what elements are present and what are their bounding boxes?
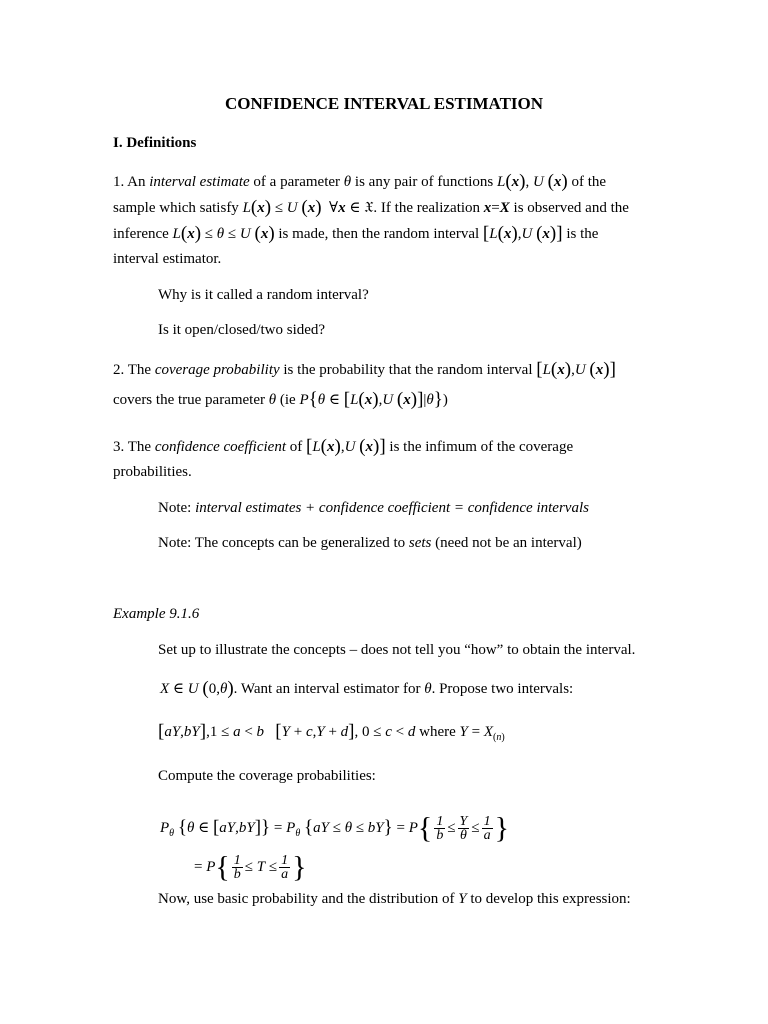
def1-text: is observed and the [509,200,629,216]
section-heading: I. Definitions [113,135,197,151]
example-text: Now, use basic probability and the distribution of [158,891,459,907]
note-sets [158,533,582,553]
example-text: where [415,724,460,740]
coverage-equation-1: $P_\theta$ {θ ∈ $[aY,bY]\} = P_\theta$ {aY ≤ θ ≤ bY} = P{ $\frac{1}{b}$ ≤ $\frac{Y}{\theta}$ ≤ $\frac{1}{a}$ } [160,811,509,845]
def1-text: of the [567,174,607,190]
def1-text: is any pair of functions [351,174,497,190]
note-label: Note: [158,500,196,516]
def1-text: of a parameter [249,174,344,190]
note-text: interval estimates + confidence coefficient = confidence intervals [195,500,589,516]
def3-line1: 3. The confidence coefficient of [L(x),U (x)] is the infimum of the coverage [113,436,574,457]
example-intervals: [aY,bY],1 ≤ a < b [Y + c,Y + d], 0 ≤ c < d where $Y = X_{(n)}$ [158,721,505,743]
def3-text: 3. The [113,439,155,455]
question-random-interval: Why is it called a random interval? [158,287,369,303]
def2-text: covers the true parameter [113,392,269,408]
term-confidence-coefficient: confidence coefficient [154,439,286,455]
note-label: Note: The concepts can be generalized to [158,535,409,551]
def3-line2: probabilities. [113,464,192,480]
example-title: Example 9.1.6 [113,606,200,622]
example-paragraph-2: X ∈ U (0,θ). Want an interval estimator for θ. Propose two intervals: [160,678,574,699]
def2-text: 2. The [113,362,155,378]
example-text: to develop this expression: [466,891,631,907]
example-paragraph-1: Set up to illustrate the concepts – does not tell you “how” to obtain the interval. [158,642,636,658]
term-coverage-probability: coverage probability [154,362,280,378]
def1-text: sample which satisfy [113,200,243,216]
def1-line2: sample which satisfy L(x) ≤ U (x) ∀x ∈ 𝔛. If the realization x=X is observed and the [113,197,629,218]
def1-text: is made, then the random interval [274,226,483,242]
def2-line2: covers the true parameter θ (ie P{θ ∈ [L(x),U (x)]|θ}) [113,389,448,410]
def2-line1: 2. The coverage probability is the probability that the random interval [L(x),U (x)] [113,359,616,380]
example-paragraph-4: Compute the coverage probabilities: [158,768,376,784]
def2-text: is the probability that the random interval [279,362,537,378]
coverage-equation-2: = P{ $\frac{1}{b}$ ≤ T ≤ $\frac{1}{a}$ } [194,850,307,884]
def3-text: is the infimum of the coverage [385,439,574,455]
example-text: . Propose two intervals: [431,681,574,697]
def1-line1: 1. An interval estimate of a parameter θ is any pair of functions L(x), U (x) of the [113,171,607,192]
example-paragraph-5: Now, use basic probability and the distribution of Y to develop this expression: [158,891,631,907]
page-title: CONFIDENCE INTERVAL ESTIMATION [224,94,544,113]
example-text: . Want an interval estimator for [233,681,425,697]
question-open-closed: Is it open/closed/two sided? [158,322,326,338]
def1-text: 1. An [113,174,150,190]
def1-line3: inference L(x) ≤ θ ≤ U (x) is made, then the random interval [L(x),U (x)] is the [113,223,599,244]
def1-text: inference [113,226,173,242]
def2-text: (ie [276,392,300,408]
def1-text: . If the realization [373,200,484,216]
def1-line4: interval estimator. [113,251,222,267]
def3-text: of [286,439,306,455]
term-sets: sets [408,535,432,551]
note-confidence-intervals [158,498,589,518]
note-text: (need not be an interval) [431,535,582,551]
def1-text: is the [562,226,599,242]
term-interval-estimate: interval estimate [149,174,250,190]
